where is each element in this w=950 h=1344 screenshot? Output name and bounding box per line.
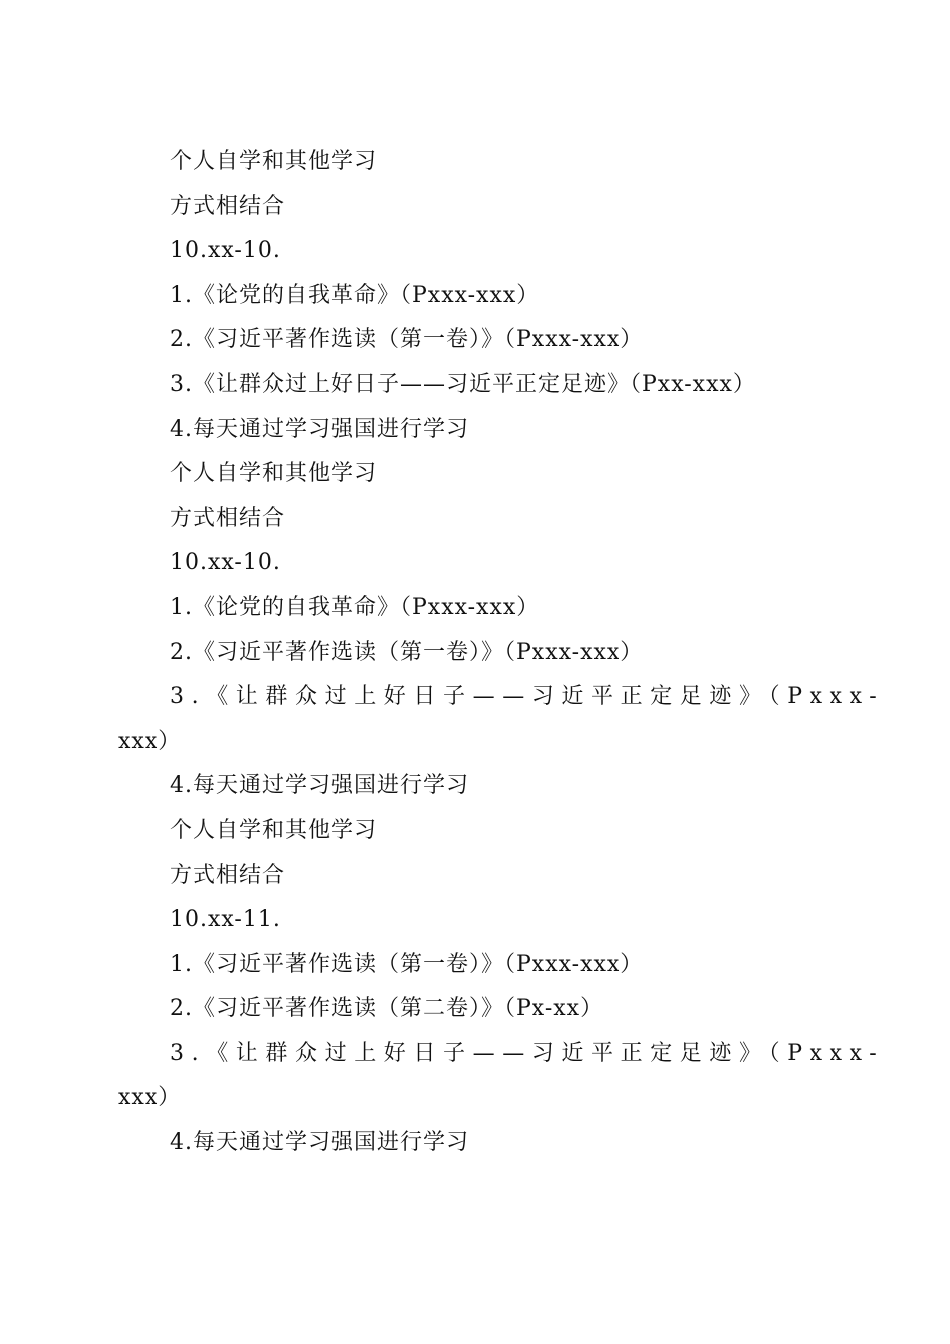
document-body — [118, 140, 885, 1166]
reading-item-3-continuation: xxx） — [118, 728, 182, 754]
reading-item-4: 4.每天通过学习强国进行学习 — [170, 1130, 469, 1156]
reading-item-3: 3.《让群众过上好日子——习近平正定足迹》（Pxx-xxx） — [170, 371, 756, 397]
study-method-line-cont: 方式相结合 — [170, 193, 286, 219]
study-method-line-cont: 方式相结合 — [170, 505, 286, 531]
reading-item-2: 2.《习近平著作选读（第一卷）》（Pxxx-xxx） — [170, 327, 644, 353]
reading-item-2: 2.《习近平著作选读（第一卷）》（Pxxx-xxx） — [170, 639, 644, 665]
reading-item-1: 1.《论党的自我革命》（Pxxx-xxx） — [170, 594, 540, 620]
date-range: 10.xx-10. — [170, 238, 281, 264]
date-range: 10.xx-10. — [170, 550, 281, 576]
date-range: 10.xx-11. — [170, 907, 281, 933]
reading-item-4: 4.每天通过学习强国进行学习 — [170, 773, 469, 799]
reading-item-3-first-line: 3.《让群众过上好日子——习近平正定足迹》（Pxxx- — [170, 684, 885, 710]
reading-item-1: 1.《论党的自我革命》（Pxxx-xxx） — [170, 282, 540, 308]
reading-item-3-continuation: xxx） — [118, 1085, 182, 1111]
reading-item-2: 2.《习近平著作选读（第二卷）》（Px-xx） — [170, 996, 604, 1022]
reading-item-3-first-line: 3.《让群众过上好日子——习近平正定足迹》（Pxxx- — [170, 1040, 885, 1066]
reading-item-1: 1.《习近平著作选读（第一卷）》（Pxxx-xxx） — [170, 951, 644, 977]
study-method-line: 个人自学和其他学习 — [170, 461, 378, 487]
study-method-line: 个人自学和其他学习 — [170, 817, 378, 843]
study-method-line: 个人自学和其他学习 — [170, 149, 378, 174]
study-method-line-cont: 方式相结合 — [170, 862, 286, 888]
reading-item-4: 4.每天通过学习强国进行学习 — [170, 416, 469, 442]
